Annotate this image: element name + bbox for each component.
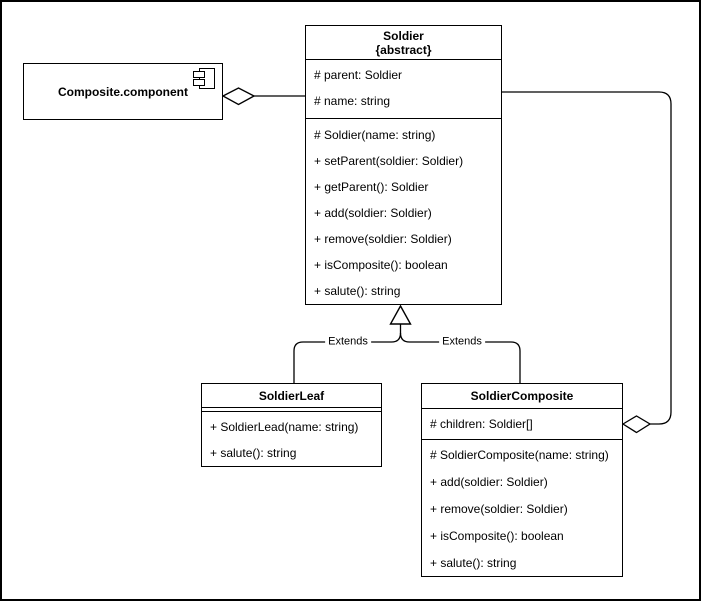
- connector-soldier-to-composite: [502, 92, 671, 424]
- class-node-soldier-leaf: [201, 383, 382, 467]
- edge-label-extends-left: Extends: [325, 336, 371, 349]
- class-name: SoldierComposite: [470, 389, 574, 404]
- attribute-row: # parent: Soldier: [314, 68, 403, 83]
- class-stereotype: {abstract}: [375, 42, 432, 57]
- methods-compartment: [202, 412, 381, 466]
- method-row: + isComposite(): boolean: [430, 528, 564, 543]
- method-row: + add(soldier: Soldier): [430, 474, 548, 489]
- class-title-soldier: [306, 26, 501, 60]
- component-node: [23, 63, 223, 120]
- method-row: + add(soldier: Soldier): [314, 206, 432, 220]
- edge-label-extends-right: Extends: [439, 336, 485, 349]
- component-icon: [193, 68, 215, 89]
- class-name: Soldier: [383, 28, 424, 43]
- method-row: # Soldier(name: string): [314, 128, 436, 142]
- attributes-compartment: [306, 60, 501, 118]
- attribute-row: # name: string: [314, 94, 391, 109]
- attribute-row: # children: Soldier[]: [430, 417, 533, 432]
- method-row: + remove(soldier: Soldier): [430, 501, 568, 516]
- method-row: + salute(): string: [430, 555, 517, 570]
- connector-extends-left: [294, 324, 401, 383]
- method-row: + setParent(soldier: Soldier): [314, 154, 464, 168]
- class-node-soldier-composite: [421, 383, 623, 577]
- method-row: + SoldierLead(name: string): [210, 420, 359, 434]
- attributes-compartment: [422, 409, 622, 439]
- aggregation-diamond-icon: [223, 88, 254, 105]
- methods-compartment: [306, 118, 501, 304]
- method-row: + remove(soldier: Soldier): [314, 232, 452, 246]
- class-title-soldier-leaf: [202, 384, 381, 408]
- method-row: # SoldierComposite(name: string): [430, 447, 609, 462]
- class-node-soldier: [305, 25, 502, 305]
- methods-compartment: [422, 439, 622, 576]
- method-row: + salute(): string: [210, 446, 297, 460]
- aggregation-diamond-icon: [623, 416, 650, 433]
- class-name: SoldierLeaf: [258, 388, 325, 403]
- method-row: + salute(): string: [314, 284, 401, 298]
- inheritance-triangle-icon: [391, 306, 411, 324]
- class-title-soldier-composite: [422, 384, 622, 409]
- method-row: + getParent(): Soldier: [314, 180, 429, 194]
- component-node-title: Composite.component: [57, 84, 188, 99]
- method-row: + isComposite(): boolean: [314, 258, 448, 272]
